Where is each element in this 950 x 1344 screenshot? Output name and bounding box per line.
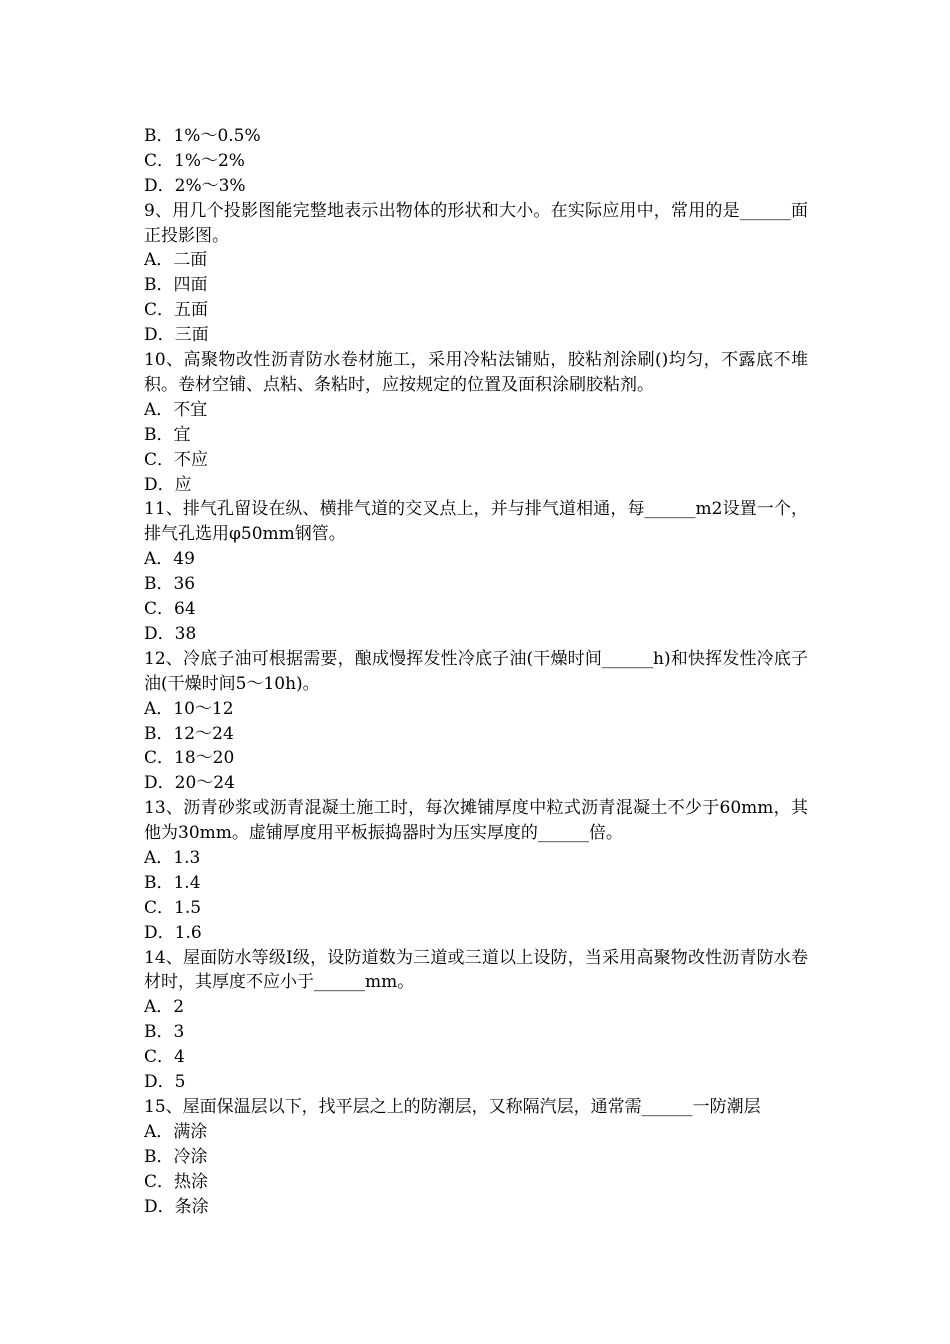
option-b: B．36 [144,574,196,595]
option-d: D．条涂 [144,1196,209,1217]
question-15 [144,1095,808,1219]
option-d: D．2%～3% [144,175,246,196]
question-10 [144,348,808,497]
option-c: C．五面 [144,300,209,321]
option-c: C．热涂 [144,1171,209,1192]
option-b: B．冷涂 [144,1146,208,1167]
option-b: B．1%～0.5% [144,126,261,146]
option-c: C．不应 [144,449,209,470]
option-c: C．18～20 [144,748,235,769]
question-text: 14、屋面防水等级Ⅰ级，设防道数为三道或三道以上设防，当采用高聚物改性沥青防水卷材时，其厚度不应小于______mm。 [144,947,808,993]
option-d: D．1.6 [144,922,202,943]
option-d: D．20～24 [144,773,235,794]
option-a: A．2 [144,997,185,1018]
option-d: D．应 [144,474,192,495]
option-a: A．49 [144,549,195,570]
document-page [144,124,808,1219]
option-a: A．10～12 [144,698,234,719]
option-a: A．不宜 [144,399,208,420]
option-b: B．12～24 [144,723,234,744]
option-a: A．满涂 [144,1121,208,1142]
option-b: B．宜 [144,424,191,445]
question-text: 9、用几个投影图能完整地表示出物体的形状和大小。在实际应用中，常用的是______面正投影图。 [144,200,808,246]
option-c: C．1%～2% [144,150,245,171]
question-9 [144,199,808,348]
option-b: B．四面 [144,275,208,296]
question-13 [144,796,808,945]
option-b: B．3 [144,1022,185,1043]
option-b: B．1.4 [144,872,201,893]
option-a: A．1.3 [144,847,201,868]
question-text: 15、屋面保温层以下，找平层之上的防潮层，又称隔汽层，通常需______一防潮层 [144,1096,761,1117]
option-d: D．5 [144,1072,186,1093]
question-11 [144,497,808,646]
option-a: A．二面 [144,250,208,271]
option-d: D．38 [144,623,197,644]
question-12 [144,647,808,796]
option-d: D．三面 [144,325,209,346]
lead-options [144,124,808,199]
question-14 [144,946,808,1095]
question-text: 11、排气孔留设在纵、横排气道的交叉点上，并与排气道相通，每______m2设置一个，排气孔选用φ50mm钢管。 [144,499,808,545]
question-text: 13、沥青砂浆或沥青混凝土施工时，每次摊铺厚度中粒式沥青混凝土不少于60mm，其他为30mm。虚铺厚度用平板振捣器时为压实厚度的______倍。 [144,798,808,844]
option-c: C．64 [144,599,196,620]
option-c: C．1.5 [144,897,202,918]
question-text: 12、冷底子油可根据需要，酿成慢挥发性冷底子油(干燥时间______h)和快挥发性冷底子油(干燥时间5～10h)。 [144,648,808,694]
question-text: 10、高聚物改性沥青防水卷材施工，采用冷粘法铺贴，胶粘剂涂刷()均匀，不露底不堆积。卷材空铺、点粘、条粘时，应按规定的位置及面积涂刷胶粘剂。 [144,350,808,395]
option-c: C．4 [144,1047,185,1068]
